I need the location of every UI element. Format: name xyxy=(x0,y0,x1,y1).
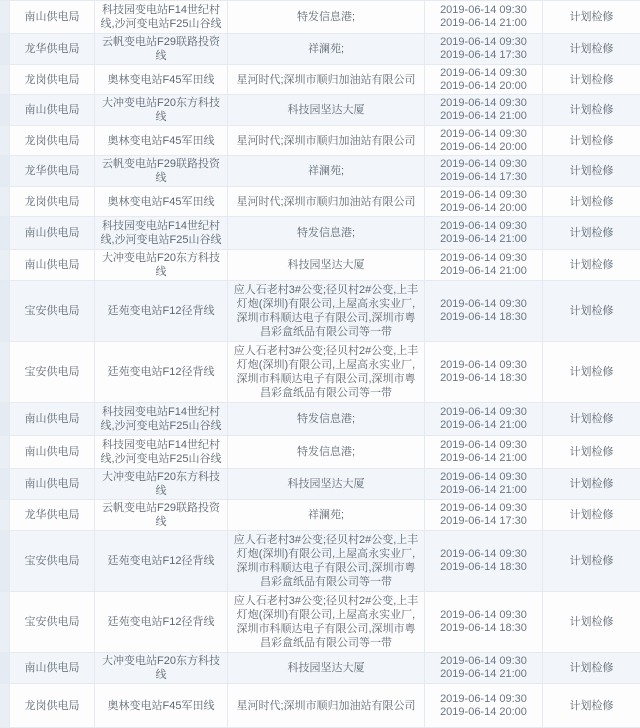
feeder-line-name: 奥林变电站F45军田线 xyxy=(107,73,215,86)
table-row[interactable] xyxy=(0,469,640,500)
feeder-line-name: 大冲变电站F20东方科技线 xyxy=(102,252,220,278)
outage-start-time: 2019-06-14 09:30 xyxy=(440,188,527,201)
bureau-name: 南山供电局 xyxy=(24,662,80,674)
line-cell xyxy=(95,469,228,499)
table-row[interactable] xyxy=(0,95,640,126)
time-cell xyxy=(425,653,543,683)
maintenance-type-cell xyxy=(543,592,640,652)
bureau-cell xyxy=(10,126,95,155)
maintenance-type-label: 计划检修 xyxy=(569,555,614,567)
maintenance-type-label: 计划检修 xyxy=(569,104,614,116)
outage-area-text: 应人石老村3#公变;径贝村2#公变,上丰灯炮(深圳)有限公司,上屋高永实业厂,深圳市科顺达电子有限公司,深圳市粤昌彩盒纸品有限公司等一带 xyxy=(233,595,419,649)
maintenance-type-cell xyxy=(543,281,640,341)
area-cell xyxy=(228,500,425,530)
outage-area-text: 特发信息港; xyxy=(296,11,356,23)
outage-end-time: 2019-06-14 20:00 xyxy=(440,140,527,153)
maintenance-type-cell xyxy=(543,126,640,155)
bureau-cell xyxy=(10,95,95,125)
area-cell xyxy=(228,653,425,683)
line-cell xyxy=(95,436,228,468)
feeder-line-name: 科技园变电站F14世纪村线,沙河变电站F25山谷线 xyxy=(100,439,222,465)
bureau-cell xyxy=(10,250,95,280)
feeder-line-name: 大冲变电站F20东方科技线 xyxy=(102,655,220,681)
left-strip-cell xyxy=(0,250,10,280)
left-strip-cell xyxy=(0,469,10,499)
outage-end-time: 2019-06-14 21:00 xyxy=(440,419,527,431)
table-row[interactable] xyxy=(0,1,640,34)
time-cell xyxy=(425,95,543,125)
bureau-name: 龙华供电局 xyxy=(24,165,80,177)
bureau-cell xyxy=(10,187,95,216)
table-row[interactable] xyxy=(0,436,640,469)
table-row[interactable] xyxy=(0,187,640,217)
bureau-cell xyxy=(10,217,95,249)
outage-end-time: 2019-06-14 21:00 xyxy=(440,233,527,245)
maintenance-type-cell xyxy=(543,1,640,33)
maintenance-type-label: 计划检修 xyxy=(569,134,614,147)
bureau-cell xyxy=(10,653,95,683)
feeder-line-name: 科技园变电站F14世纪村线,沙河变电站F25山谷线 xyxy=(100,406,222,432)
time-cell xyxy=(425,34,543,64)
outage-start-time: 2019-06-14 09:30 xyxy=(440,548,527,560)
maintenance-type-cell xyxy=(543,250,640,280)
outage-area-text: 特发信息港; xyxy=(296,446,356,458)
outage-start-time: 2019-06-14 09:30 xyxy=(440,471,527,483)
outage-area-text: 祥澜苑; xyxy=(307,43,345,55)
outage-end-time: 2019-06-14 18:30 xyxy=(440,561,527,573)
maintenance-type-label: 计划检修 xyxy=(569,11,614,23)
line-cell xyxy=(95,34,228,64)
bureau-name: 龙岗供电局 xyxy=(24,195,80,208)
maintenance-type-label: 计划检修 xyxy=(569,227,614,239)
area-cell xyxy=(228,65,425,94)
line-cell xyxy=(95,217,228,249)
bureau-name: 宝安供电局 xyxy=(24,555,80,567)
bureau-cell xyxy=(10,156,95,186)
time-cell xyxy=(425,65,543,94)
table-row[interactable] xyxy=(0,126,640,156)
outage-end-time: 2019-06-14 20:00 xyxy=(440,79,527,92)
time-cell xyxy=(425,469,543,499)
bureau-name: 南山供电局 xyxy=(24,478,80,490)
outage-start-time: 2019-06-14 09:30 xyxy=(440,692,527,705)
area-cell xyxy=(228,34,425,64)
outage-end-time: 2019-06-14 18:30 xyxy=(440,622,527,634)
outage-end-time: 2019-06-14 21:00 xyxy=(440,17,527,29)
feeder-line-name: 云帆变电站F29联路投资线 xyxy=(102,502,220,528)
outage-start-time: 2019-06-14 09:30 xyxy=(440,97,527,109)
bureau-name: 宝安供电局 xyxy=(24,366,80,378)
bureau-name: 龙华供电局 xyxy=(24,43,80,55)
maintenance-type-cell xyxy=(543,187,640,216)
table-row[interactable] xyxy=(0,281,640,342)
maintenance-type-label: 计划检修 xyxy=(569,305,614,317)
bureau-name: 南山供电局 xyxy=(24,104,80,116)
time-cell xyxy=(425,403,543,435)
outage-area-text: 祥澜苑; xyxy=(307,509,345,521)
outage-start-time: 2019-06-14 09:30 xyxy=(440,359,527,371)
table-row[interactable] xyxy=(0,403,640,436)
outage-start-time: 2019-06-14 09:30 xyxy=(440,158,527,170)
line-cell xyxy=(95,95,228,125)
feeder-line-name: 奥林变电站F45军田线 xyxy=(107,134,215,147)
bureau-name: 宝安供电局 xyxy=(24,305,80,317)
bureau-cell xyxy=(10,684,95,727)
maintenance-type-label: 计划检修 xyxy=(569,699,614,712)
outage-end-time: 2019-06-14 21:00 xyxy=(440,265,527,277)
left-strip-cell xyxy=(0,281,10,341)
outage-area-text: 科技园坚达大厦 xyxy=(287,662,365,674)
bureau-cell xyxy=(10,281,95,341)
outage-end-time: 2019-06-14 21:00 xyxy=(440,668,527,680)
bureau-name: 龙岗供电局 xyxy=(24,73,80,86)
outage-area-text: 特发信息港; xyxy=(296,227,356,239)
table-row[interactable] xyxy=(0,34,640,65)
outage-start-time: 2019-06-14 09:30 xyxy=(440,406,527,418)
bureau-name: 龙岗供电局 xyxy=(24,134,80,147)
maintenance-type-cell xyxy=(543,531,640,591)
left-strip-cell xyxy=(0,531,10,591)
outage-area-text: 应人石老村3#公变;径贝村2#公变,上丰灯炮(深圳)有限公司,上屋高永实业厂,深圳市科顺达电子有限公司,深圳市粤昌彩盒纸品有限公司等一带 xyxy=(233,345,419,399)
left-strip-cell xyxy=(0,126,10,155)
area-cell xyxy=(228,281,425,341)
area-cell xyxy=(228,126,425,155)
left-strip-cell xyxy=(0,436,10,468)
outage-end-time: 2019-06-14 18:30 xyxy=(440,311,527,323)
maintenance-type-cell xyxy=(543,684,640,727)
feeder-line-name: 奥林变电站F45军田线 xyxy=(107,699,215,712)
area-cell xyxy=(228,1,425,33)
bureau-name: 宝安供电局 xyxy=(24,616,80,628)
line-cell xyxy=(95,65,228,94)
line-cell xyxy=(95,500,228,530)
area-cell xyxy=(228,592,425,652)
maintenance-type-cell xyxy=(543,65,640,94)
maintenance-type-label: 计划检修 xyxy=(569,662,614,674)
left-strip-cell xyxy=(0,1,10,33)
outage-area-text: 星河时代;深圳市顺归加油站有限公司 xyxy=(236,134,416,147)
outage-start-time: 2019-06-14 09:30 xyxy=(440,66,527,79)
outage-start-time: 2019-06-14 09:30 xyxy=(440,252,527,264)
maintenance-type-cell xyxy=(543,156,640,186)
maintenance-type-cell xyxy=(543,342,640,402)
time-cell xyxy=(425,281,543,341)
time-cell xyxy=(425,436,543,468)
time-cell xyxy=(425,250,543,280)
area-cell xyxy=(228,187,425,216)
line-cell xyxy=(95,403,228,435)
area-cell xyxy=(228,531,425,591)
feeder-line-name: 廷苑变电站F12径背线 xyxy=(107,555,215,567)
line-cell xyxy=(95,592,228,652)
outage-start-time: 2019-06-14 09:30 xyxy=(440,4,527,16)
maintenance-type-label: 计划检修 xyxy=(569,616,614,628)
line-cell xyxy=(95,531,228,591)
outage-area-text: 应人石老村3#公变;径贝村2#公变,上丰灯炮(深圳)有限公司,上屋高永实业厂,深圳市科顺达电子有限公司,深圳市粤昌彩盒纸品有限公司等一带 xyxy=(233,284,419,338)
line-cell xyxy=(95,250,228,280)
area-cell xyxy=(228,95,425,125)
table-row[interactable] xyxy=(0,156,640,187)
outage-area-text: 科技园坚达大厦 xyxy=(287,104,365,116)
area-cell xyxy=(228,342,425,402)
outage-end-time: 2019-06-14 21:00 xyxy=(440,110,527,122)
maintenance-type-cell xyxy=(543,95,640,125)
bureau-name: 南山供电局 xyxy=(24,446,80,458)
table-row[interactable] xyxy=(0,500,640,531)
table-row[interactable] xyxy=(0,217,640,250)
area-cell xyxy=(228,250,425,280)
outage-start-time: 2019-06-14 09:30 xyxy=(440,298,527,310)
feeder-line-name: 云帆变电站F29联路投资线 xyxy=(102,36,220,62)
area-cell xyxy=(228,156,425,186)
table-row[interactable] xyxy=(0,684,640,728)
left-strip-cell xyxy=(0,592,10,652)
bureau-cell xyxy=(10,500,95,530)
maintenance-type-cell xyxy=(543,500,640,530)
bureau-name: 南山供电局 xyxy=(24,259,80,271)
maintenance-type-label: 计划检修 xyxy=(569,195,614,208)
bureau-cell xyxy=(10,403,95,435)
feeder-line-name: 廷苑变电站F12径背线 xyxy=(107,305,215,317)
feeder-line-name: 云帆变电站F29联路投资线 xyxy=(102,158,220,184)
time-cell xyxy=(425,342,543,402)
outage-end-time: 2019-06-14 17:30 xyxy=(440,171,527,183)
feeder-line-name: 大冲变电站F20东方科技线 xyxy=(102,97,220,123)
outage-area-text: 星河时代;深圳市顺归加油站有限公司 xyxy=(236,73,416,86)
outage-area-text: 星河时代;深圳市顺归加油站有限公司 xyxy=(236,699,416,712)
time-cell xyxy=(425,531,543,591)
time-cell xyxy=(425,187,543,216)
line-cell xyxy=(95,1,228,33)
feeder-line-name: 科技园变电站F14世纪村线,沙河变电站F25山谷线 xyxy=(100,4,222,30)
bureau-cell xyxy=(10,342,95,402)
left-strip-cell xyxy=(0,217,10,249)
bureau-name: 龙岗供电局 xyxy=(24,699,80,712)
maintenance-type-label: 计划检修 xyxy=(569,73,614,86)
maintenance-type-label: 计划检修 xyxy=(569,366,614,378)
left-strip-cell xyxy=(0,156,10,186)
area-cell xyxy=(228,217,425,249)
maintenance-type-label: 计划检修 xyxy=(569,478,614,490)
area-cell xyxy=(228,403,425,435)
outage-end-time: 2019-06-14 21:00 xyxy=(440,484,527,496)
line-cell xyxy=(95,684,228,727)
feeder-line-name: 奥林变电站F45军田线 xyxy=(107,195,215,208)
line-cell xyxy=(95,653,228,683)
time-cell xyxy=(425,217,543,249)
left-strip-cell xyxy=(0,187,10,216)
outage-start-time: 2019-06-14 09:30 xyxy=(440,220,527,232)
line-cell xyxy=(95,281,228,341)
maintenance-type-cell xyxy=(543,469,640,499)
bureau-name: 南山供电局 xyxy=(24,227,80,239)
left-strip-cell xyxy=(0,403,10,435)
outage-area-text: 特发信息港; xyxy=(296,413,356,425)
maintenance-type-cell xyxy=(543,653,640,683)
outage-start-time: 2019-06-14 09:30 xyxy=(440,36,527,48)
time-cell xyxy=(425,592,543,652)
left-strip-cell xyxy=(0,500,10,530)
time-cell xyxy=(425,684,543,727)
maintenance-type-label: 计划检修 xyxy=(569,509,614,521)
line-cell xyxy=(95,156,228,186)
table-row[interactable] xyxy=(0,342,640,403)
feeder-line-name: 廷苑变电站F12径背线 xyxy=(107,616,215,628)
table-row[interactable] xyxy=(0,65,640,95)
table-row[interactable] xyxy=(0,592,640,653)
outage-end-time: 2019-06-14 20:00 xyxy=(440,201,527,214)
bureau-cell xyxy=(10,34,95,64)
outage-area-text: 科技园坚达大厦 xyxy=(287,478,365,490)
time-cell xyxy=(425,500,543,530)
maintenance-type-cell xyxy=(543,436,640,468)
maintenance-type-label: 计划检修 xyxy=(569,413,614,425)
outage-area-text: 祥澜苑; xyxy=(307,165,345,177)
outage-end-time: 2019-06-14 18:30 xyxy=(440,372,527,384)
table-row[interactable] xyxy=(0,250,640,281)
maintenance-type-label: 计划检修 xyxy=(569,259,614,271)
outage-area-text: 应人石老村3#公变;径贝村2#公变,上丰灯炮(深圳)有限公司,上屋高永实业厂,深圳市科顺达电子有限公司,深圳市粤昌彩盒纸品有限公司等一带 xyxy=(233,534,419,588)
left-strip-cell xyxy=(0,34,10,64)
bureau-cell xyxy=(10,531,95,591)
outage-end-time: 2019-06-14 17:30 xyxy=(440,49,527,61)
feeder-line-name: 科技园变电站F14世纪村线,沙河变电站F25山谷线 xyxy=(100,220,222,246)
outage-start-time: 2019-06-14 09:30 xyxy=(440,439,527,451)
outage-area-text: 科技园坚达大厦 xyxy=(287,259,365,271)
bureau-cell xyxy=(10,65,95,94)
line-cell xyxy=(95,126,228,155)
bureau-name: 南山供电局 xyxy=(24,11,80,23)
outage-area-text: 星河时代;深圳市顺归加油站有限公司 xyxy=(236,195,416,208)
line-cell xyxy=(95,187,228,216)
maintenance-type-cell xyxy=(543,34,640,64)
outage-end-time: 2019-06-14 17:30 xyxy=(440,515,527,527)
outage-start-time: 2019-06-14 09:30 xyxy=(440,655,527,667)
time-cell xyxy=(425,126,543,155)
outage-start-time: 2019-06-14 09:30 xyxy=(440,127,527,140)
bureau-name: 龙华供电局 xyxy=(24,509,80,521)
bureau-cell xyxy=(10,469,95,499)
time-cell xyxy=(425,156,543,186)
table-row[interactable] xyxy=(0,531,640,592)
time-cell xyxy=(425,1,543,33)
left-strip-cell xyxy=(0,653,10,683)
maintenance-type-label: 计划检修 xyxy=(569,43,614,55)
left-strip-cell xyxy=(0,342,10,402)
outage-start-time: 2019-06-14 09:30 xyxy=(440,502,527,514)
maintenance-type-label: 计划检修 xyxy=(569,446,614,458)
left-strip-cell xyxy=(0,65,10,94)
maintenance-type-cell xyxy=(543,403,640,435)
maintenance-type-label: 计划检修 xyxy=(569,165,614,177)
left-strip-cell xyxy=(0,95,10,125)
bureau-name: 南山供电局 xyxy=(24,413,80,425)
table-row[interactable] xyxy=(0,653,640,684)
bureau-cell xyxy=(10,1,95,33)
area-cell xyxy=(228,684,425,727)
bureau-cell xyxy=(10,436,95,468)
outage-end-time: 2019-06-14 21:00 xyxy=(440,452,527,464)
bureau-cell xyxy=(10,592,95,652)
line-cell xyxy=(95,342,228,402)
feeder-line-name: 大冲变电站F20东方科技线 xyxy=(102,471,220,497)
feeder-line-name: 廷苑变电站F12径背线 xyxy=(107,366,215,378)
outage-start-time: 2019-06-14 09:30 xyxy=(440,609,527,621)
area-cell xyxy=(228,469,425,499)
outage-end-time: 2019-06-14 20:00 xyxy=(440,705,527,718)
left-strip-cell xyxy=(0,684,10,727)
area-cell xyxy=(228,436,425,468)
maintenance-type-cell xyxy=(543,217,640,249)
